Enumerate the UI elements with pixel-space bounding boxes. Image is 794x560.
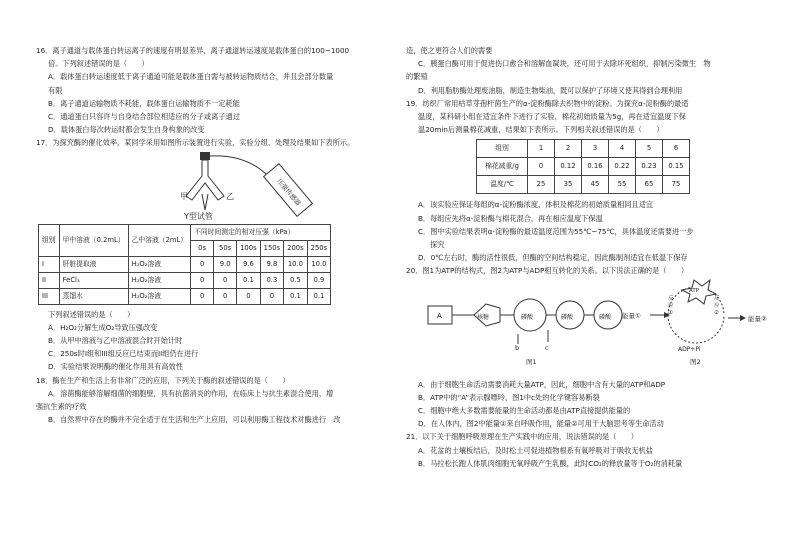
t19-cell: 0.15	[663, 158, 690, 176]
atp-figure	[406, 278, 766, 378]
t19-cell: 6	[663, 140, 690, 158]
fig20-c: c	[545, 343, 549, 352]
table-row	[477, 158, 690, 176]
q18-option-a: A．溶菌酶能够溶解细菌的细胞壁，具有抗菌消炎的作用，在临床上与抗生素混合使用，增	[48, 388, 334, 398]
t17-cell: 0.9	[307, 272, 331, 288]
table-row	[477, 140, 690, 158]
right-column	[406, 44, 766, 470]
t17-cell: II	[39, 272, 60, 288]
q16-option-a-cont: 有限	[48, 85, 63, 95]
fig17-label-jia: 甲	[180, 191, 188, 201]
t17-time: 200s	[284, 240, 308, 256]
t17-time: 50s	[214, 240, 237, 256]
fig20-b: b	[515, 343, 520, 352]
q16-option-c: C．通道蛋白只容许与自身结合部位相适应的分子或离子通过	[48, 112, 240, 122]
q18-option-c-cont: 的繁殖	[406, 72, 428, 82]
t19-cell: 25	[528, 176, 555, 194]
t19-cell: 5	[636, 140, 663, 158]
q16-option-a: A．载体蛋白转运速度低于离子通道可能是载体蛋白需与被转运物质结合，并且会部分数量	[48, 72, 334, 82]
t19-cell: 2	[555, 140, 582, 158]
t17-h-pressure: 不同时间测定的相对压强（kPa）	[191, 224, 331, 240]
q19-stem-2: 温度，某科研小组在适宜条件下进行了实验，棉花初始质量为5g，再在适宜温度下保	[418, 112, 686, 122]
q17-after: 下列叙述错误的是（ ）	[48, 309, 135, 319]
t19-h-temp: 温度/℃	[477, 176, 528, 194]
t17-cell: 0	[191, 272, 214, 288]
fig20-energy-1: 能量①	[622, 311, 641, 320]
fig20-a: A	[437, 311, 442, 320]
t17-cell: 0	[214, 272, 237, 288]
fig20-atp: ATP	[689, 287, 700, 294]
fig20-caption-1: 图1	[526, 357, 537, 366]
t17-time: 150s	[260, 240, 284, 256]
q19-option-a: A．该实验应保证每组的α-淀粉酶浓度、体积及棉花的初始质量相同且适宜	[418, 200, 654, 210]
t19-cell: 4	[609, 140, 636, 158]
q19-table	[476, 139, 690, 194]
atp-diagram	[406, 278, 766, 378]
y-tube-diagram	[136, 150, 336, 222]
t17-cell: 0.1	[284, 288, 308, 304]
t19-cell: 0	[528, 158, 555, 176]
fig20-reaction-1: 反应①	[668, 295, 674, 316]
y-tube-stem	[202, 194, 208, 210]
q17-option-b: B．从甲中溶液与乙中溶液混合时开始计时	[48, 336, 183, 346]
t17-cell: 9.8	[260, 256, 284, 272]
q20-option-c: C．细胞中绝大多数需要能量的生命活动都是由ATP直接提供能量的	[418, 406, 631, 416]
t17-cell: 9.6	[237, 256, 261, 272]
fig20-reaction-2: 反应②	[714, 295, 720, 316]
y-tube-body	[186, 160, 224, 200]
t19-cell: 65	[636, 176, 663, 194]
t17-cell: H₂O₂溶液	[128, 288, 191, 304]
q21-option-b: B．马拉松长跑人体肌肉细胞无氧呼吸产生乳酸，此时CO₂的释放量等于O₂的消耗量	[418, 458, 683, 468]
t17-cell: 蒸馏水	[59, 288, 128, 304]
q18-option-d: D．利用脂肪酶处理废油脂，制造生物柴油，既可以保护了环境又使其得到合理利用	[418, 85, 683, 95]
fig17-label-yi: 乙	[226, 191, 234, 201]
t17-cell: 0.1	[237, 272, 261, 288]
q17-option-c: C．250s时I组和III组反应已结束而II组仍在进行	[48, 349, 199, 359]
t19-cell: 0.12	[555, 158, 582, 176]
table-row	[39, 272, 331, 288]
fig20-ribose: 核糖	[477, 313, 490, 321]
t19-cell: 45	[582, 176, 609, 194]
t17-h-group: 组别	[39, 224, 60, 256]
q16-option-b: B．离子通道运输物质不耗能，载体蛋白运输物质不一定耗能	[48, 98, 240, 108]
t17-h-yi: 乙中溶液（2mL）	[128, 224, 191, 256]
fig20-p2: 磷酸	[561, 313, 574, 321]
q20-option-d: D．在人体内，图2中能量①来自呼吸作用，能量②可用于大脑思考等生命活动	[418, 419, 664, 429]
q17-option-a: A．H₂O₂分解生成O₂导致压强改变	[48, 322, 158, 332]
q20-option-b: B．ATP中的“A”表示腺嘌呤，图1中c处的化学键容易断裂	[418, 392, 600, 402]
t17-time: 100s	[237, 240, 261, 256]
q17-table	[38, 224, 331, 305]
q17-stem: 17．为探究酶的催化效率，某同学采用如图所示装置进行实验，实验分组、处理及结果如下表所示。	[36, 138, 355, 148]
t17-cell: H₂O₂溶液	[128, 256, 191, 272]
left-column	[36, 44, 388, 426]
t19-cell: 0.23	[636, 158, 663, 176]
fig17-sensor-label: 压强传感器	[275, 176, 303, 207]
t19-cell: 55	[609, 176, 636, 194]
q16-stem-1: 16．离子通道与载体蛋白转运离子的速度有明显差异，离子通道转运速度是载体蛋白的100~1000	[36, 46, 350, 55]
q16-stem-2: 倍。下列叙述错误的是（ ）	[48, 59, 149, 69]
q18-option-c: C．胰蛋白酶可用于促进伤口愈合和溶解血凝块，还可用于去除坏死组织，抑制污染微生 物	[418, 59, 711, 69]
q18-option-b: B．自然界中存在的酶并不完全适于在生活和生产上应用，可以利用酶工程技术对酶进行 改	[48, 415, 341, 425]
t17-cell: 0.1	[307, 288, 331, 304]
t17-cell: 10.0	[307, 256, 331, 272]
t17-cell: 肝脏提取液	[59, 256, 128, 272]
t17-cell: 0.5	[284, 272, 308, 288]
t17-cell: 0	[214, 288, 237, 304]
t19-cell: 0.22	[609, 158, 636, 176]
fig20-energy-2: 能量②	[748, 314, 767, 323]
fig20-caption-2: 图2	[690, 357, 701, 366]
t17-cell: FeCl₃	[59, 272, 128, 288]
y-tube-figure	[136, 150, 388, 222]
q19-stem-3: 温20min后测量棉花减重，结果如下表所示。下列相关叙述错误的是（ ）	[418, 125, 664, 135]
tube-stopper	[200, 152, 210, 160]
t19-cell: 1	[528, 140, 555, 158]
reaction-arc-bottom	[668, 315, 724, 343]
t17-cell: 0.3	[260, 272, 284, 288]
table-row	[477, 176, 690, 194]
table-row	[39, 288, 331, 304]
t17-time: 250s	[307, 240, 331, 256]
t17-cell: 0	[191, 256, 214, 272]
q19-stem-1: 19．纺织厂常用枯草芽孢杆菌生产的α-淀粉酶除去织物中的淀粉。为探究α-淀粉酶的最适	[406, 98, 689, 108]
q20-stem: 20．图1为ATP的结构式，图2为ATP与ADP相互转化的关系。以下说法正确的是（ ）	[406, 266, 689, 276]
t17-cell: 10.0	[284, 256, 308, 272]
t17-h-jia: 甲中溶液（0.2mL）	[59, 224, 128, 256]
t19-h-group: 组别	[477, 140, 528, 158]
t19-cell: 35	[555, 176, 582, 194]
q19-option-b: B．每组应先将α-淀粉酶与棉花混合，再在相应温度下保温	[418, 213, 603, 223]
t17-cell: 9.0	[214, 256, 237, 272]
q18-option-a-cont: 强抗生素的疗效	[36, 402, 87, 412]
q19-option-c-cont: 探究	[430, 240, 445, 250]
t17-cell: 0	[260, 288, 284, 304]
q21-option-a: A．花盆的土壤板结后，及时松土可促进植物根系有氧呼吸对于吸收无机盐	[418, 445, 653, 455]
q16-option-d: D．载体蛋白每次转运时都会发生自身构象的改变	[48, 125, 205, 135]
fig20-p3: 磷酸	[599, 313, 612, 321]
t17-cell: I	[39, 256, 60, 272]
t17-cell: III	[39, 288, 60, 304]
q18-stem: 18．酶在生产和生活上有非常广泛的应用，下列关于酶的叙述错误的是（ ）	[36, 375, 290, 385]
arrow-head-icon	[740, 315, 746, 321]
t17-cell: 0	[191, 288, 214, 304]
q21-stem: 21．以下关于细胞呼吸原理在生产实践中的应用，说法错误的是（ ）	[406, 432, 638, 442]
sensor-cable	[210, 155, 268, 175]
q18-b-cont: 造，使之更符合人们的需要	[406, 46, 493, 55]
t17-cell: 0	[237, 288, 261, 304]
t17-time: 0s	[191, 240, 214, 256]
table-row	[39, 256, 331, 272]
t19-h-weight: 棉花减重/g	[477, 158, 528, 176]
q20-option-a: A．由于细胞生命活动需要消耗大量ATP，因此，细胞中含有大量的ATP和ADP	[418, 379, 666, 389]
fig20-p1: 磷酸	[521, 313, 534, 321]
t19-cell: 3	[582, 140, 609, 158]
q17-option-d: D．实验结果说明酶的催化作用具有高效性	[48, 362, 183, 372]
t17-cell: H₂O₂溶液	[128, 272, 191, 288]
fig17-caption: Y型试管	[184, 211, 213, 221]
q19-option-c: C．图中实验结果表明α-淀粉酶的最适温度范围为55℃~75℃，具体温度还需要进一步	[418, 226, 694, 236]
fig20-adp: ADP+Pi	[678, 345, 701, 353]
t19-cell: 75	[663, 176, 690, 194]
q19-option-d: D．0℃左右时，酶的活性很低，但酶的空间结构稳定，因此酶制剂适宜在低温下保存	[418, 253, 688, 263]
t19-cell: 0.16	[582, 158, 609, 176]
